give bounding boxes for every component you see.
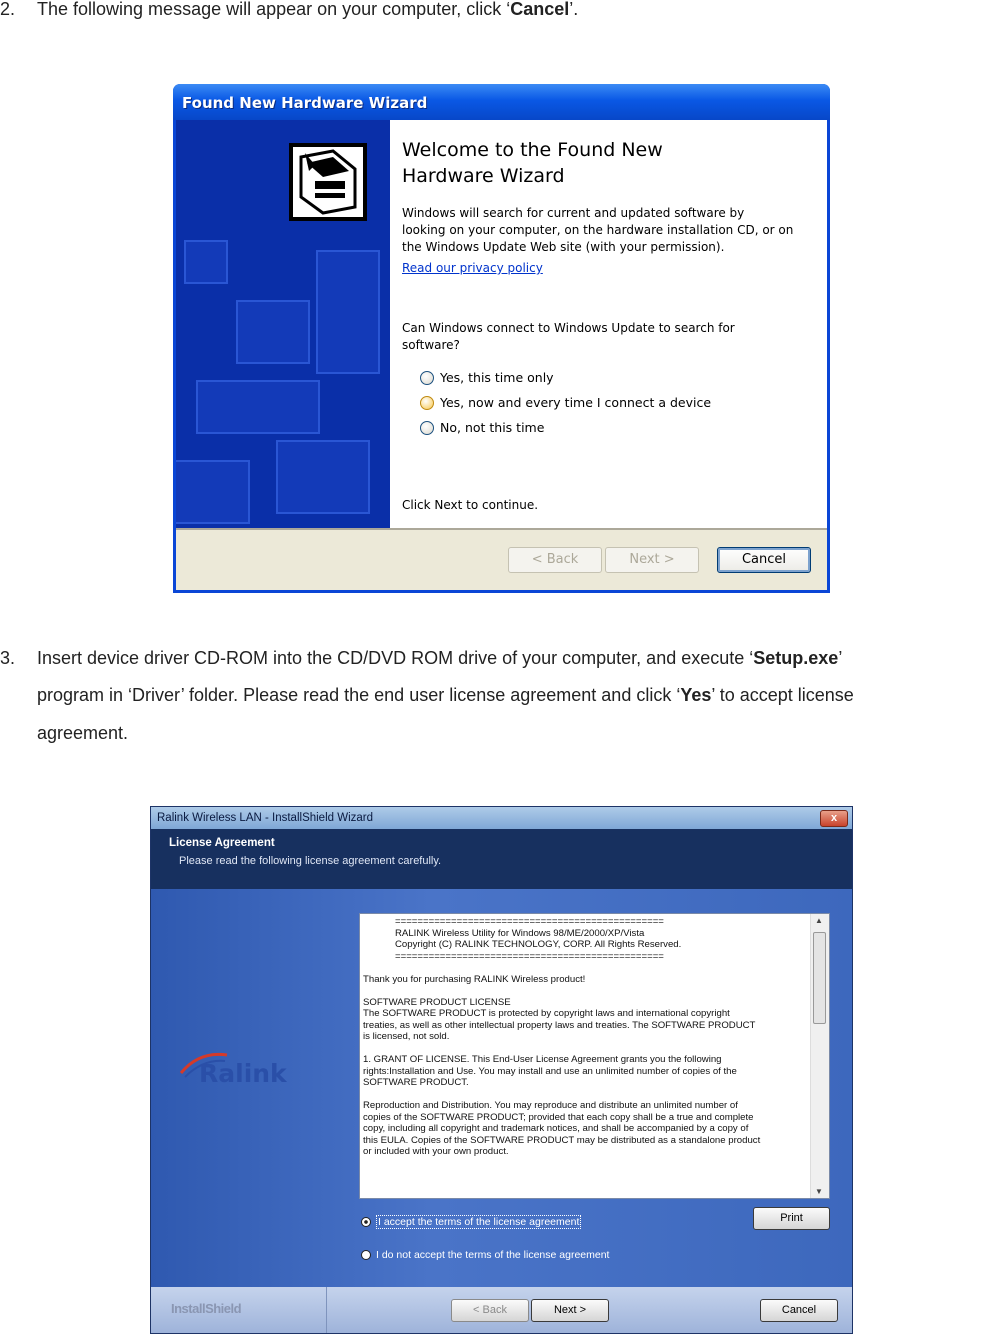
radio-no-not-this-time[interactable] — [420, 420, 544, 435]
radio-label: Yes, now and every time I connect a device — [440, 395, 712, 410]
wizard-heading — [402, 137, 822, 189]
header-subtitle: Please read the following license agreement carefully. — [179, 855, 442, 867]
radio-label: No, not this time — [440, 420, 545, 435]
license-line: ================================================ — [363, 950, 664, 962]
license-line: Reproduction and Distribution. You may reproduce and distribute an unlimited number of — [363, 1100, 738, 1111]
radio-button-icon[interactable] — [420, 371, 434, 385]
cancel-button[interactable]: Cancel — [717, 547, 811, 573]
print-button[interactable]: Print — [753, 1207, 830, 1230]
close-icon[interactable]: x — [820, 810, 848, 827]
step-3-line-2-end: ’ to accept license — [711, 685, 854, 705]
wizard-footer — [151, 1287, 852, 1333]
step-3-line-1 — [37, 639, 842, 677]
license-line: SOFTWARE PRODUCT LICENSE — [363, 996, 511, 1008]
next-button[interactable]: Next > — [605, 547, 699, 573]
license-line: copies of the SOFTWARE PRODUCT; provided that each copy shall be a true and complete — [363, 1111, 754, 1123]
wizard-body — [176, 120, 827, 590]
window-title: Ralink Wireless LAN - InstallShield Wizard — [151, 807, 852, 829]
step-3-bold-setup: Setup.exe — [753, 648, 839, 668]
logo-text: Ralink — [199, 1059, 287, 1088]
step-3-line-1-end: ’ — [838, 648, 843, 668]
license-line — [363, 962, 809, 974]
decline-license-radio[interactable] — [361, 1249, 609, 1261]
heading-line-1: Welcome to the Found New — [402, 139, 663, 161]
license-line: ================================================ — [363, 916, 664, 927]
radio-button-icon[interactable] — [420, 421, 434, 435]
license-line: this EULA. Copies of the SOFTWARE PRODUCT may be distributed as a standalone product — [363, 1134, 761, 1146]
intro-text — [402, 205, 822, 256]
step-2-bold-cancel: Cancel — [510, 0, 570, 19]
license-text-box[interactable] — [359, 913, 830, 1199]
license-line: Thank you for purchasing RALINK Wireless product! — [363, 973, 586, 985]
wizard-body — [151, 889, 852, 1289]
license-line: is licensed, not sold. — [363, 1031, 450, 1042]
radio-selected-icon[interactable] — [361, 1217, 371, 1227]
radio-yes-this-time[interactable] — [420, 370, 554, 385]
license-line — [363, 985, 809, 997]
cancel-button[interactable]: Cancel — [760, 1299, 838, 1322]
privacy-policy-link[interactable]: Read our privacy policy — [402, 261, 543, 275]
license-line — [363, 1043, 809, 1055]
step-3-number: 3. — [0, 648, 16, 668]
intro-line-2: looking on your computer, on the hardware installation CD, or on — [402, 223, 794, 237]
scroll-thumb[interactable] — [813, 932, 826, 1024]
ralink-swoosh-icon — [179, 1049, 229, 1079]
step-3-line-2-part: program in ‘Driver’ folder. Please read the end user license agreement and click ‘ — [37, 685, 681, 705]
header-title: License Agreement — [169, 837, 275, 849]
license-line — [363, 1089, 809, 1101]
window-title: Found New Hardware Wizard — [173, 84, 830, 120]
step-3-line-1-part: Insert device driver CD-ROM into the CD/DVD ROM drive of your computer, and execute ‘ — [37, 648, 754, 668]
scrollbar[interactable] — [810, 914, 829, 1198]
divider — [176, 528, 827, 530]
step-3-line-3: agreement. — [37, 723, 129, 743]
decline-label: I do not accept the terms of the license agreement — [376, 1249, 610, 1261]
scroll-down-icon[interactable]: ▼ — [815, 1187, 823, 1196]
footer-divider — [326, 1287, 327, 1333]
license-line: rights:Installation and Use. You may install and use an unlimited number of copies of the — [363, 1065, 737, 1077]
license-line: The SOFTWARE PRODUCT is protected by copyright laws and international copyright — [363, 1008, 730, 1019]
accept-license-radio[interactable] — [361, 1215, 581, 1229]
wizard-header — [151, 829, 852, 889]
step-3-line-2 — [37, 676, 854, 714]
license-line: 1. GRANT OF LICENSE. This End-User License Agreement grants you the following — [363, 1054, 722, 1065]
wizard-side-banner — [176, 120, 390, 528]
installshield-brand: InstallShield — [171, 1301, 242, 1316]
license-line: Copyright (C) RALINK TECHNOLOGY, CORP. All Rights Reserved. — [363, 939, 682, 950]
installshield-wizard-window — [150, 806, 853, 1334]
license-line: or included with your own product. — [363, 1146, 509, 1157]
scroll-up-icon[interactable]: ▲ — [815, 916, 823, 925]
found-new-hardware-wizard-window — [173, 84, 830, 593]
accept-label: I accept the terms of the license agreement — [378, 1216, 580, 1228]
ralink-logo — [185, 1059, 287, 1088]
hardware-icon — [289, 143, 367, 221]
back-button[interactable]: < Back — [508, 547, 602, 573]
license-line: RALINK Wireless Utility for Windows 98/ME/2000/XP/Vista — [363, 927, 645, 939]
radio-button-icon[interactable] — [420, 396, 434, 410]
update-question — [402, 320, 822, 354]
license-line: treaties, as well as other intellectual property laws and treaties. The SOFTWARE PRODUCT — [363, 1019, 756, 1031]
radio-yes-every-time[interactable] — [420, 395, 711, 410]
step-2-number: 2. — [0, 0, 16, 19]
step-3-bold-yes: Yes — [680, 685, 712, 705]
back-button[interactable]: < Back — [451, 1299, 529, 1322]
next-button[interactable]: Next > — [531, 1299, 609, 1322]
step-2-text — [37, 0, 578, 28]
radio-unselected-icon[interactable] — [361, 1250, 371, 1260]
license-line: SOFTWARE PRODUCT. — [363, 1077, 469, 1088]
wizard-content — [390, 120, 827, 528]
question-line-1: Can Windows connect to Windows Update to search for — [402, 321, 735, 335]
intro-line-1: Windows will search for current and updated software by — [402, 206, 745, 220]
license-line: copy, including all copyright and trademark notices, and shall be accompanied by a copy of — [363, 1123, 749, 1134]
license-text — [363, 916, 809, 1158]
radio-label: Yes, this time only — [440, 370, 554, 385]
step-2-text-end: ’. — [569, 0, 579, 19]
heading-line-2: Hardware Wizard — [402, 165, 565, 187]
continue-text: Click Next to continue. — [402, 498, 539, 512]
step-2-text-part: The following message will appear on your computer, click ‘ — [37, 0, 511, 19]
intro-line-3: the Windows Update Web site (with your permission). — [402, 240, 725, 254]
question-line-2: software? — [402, 338, 460, 352]
